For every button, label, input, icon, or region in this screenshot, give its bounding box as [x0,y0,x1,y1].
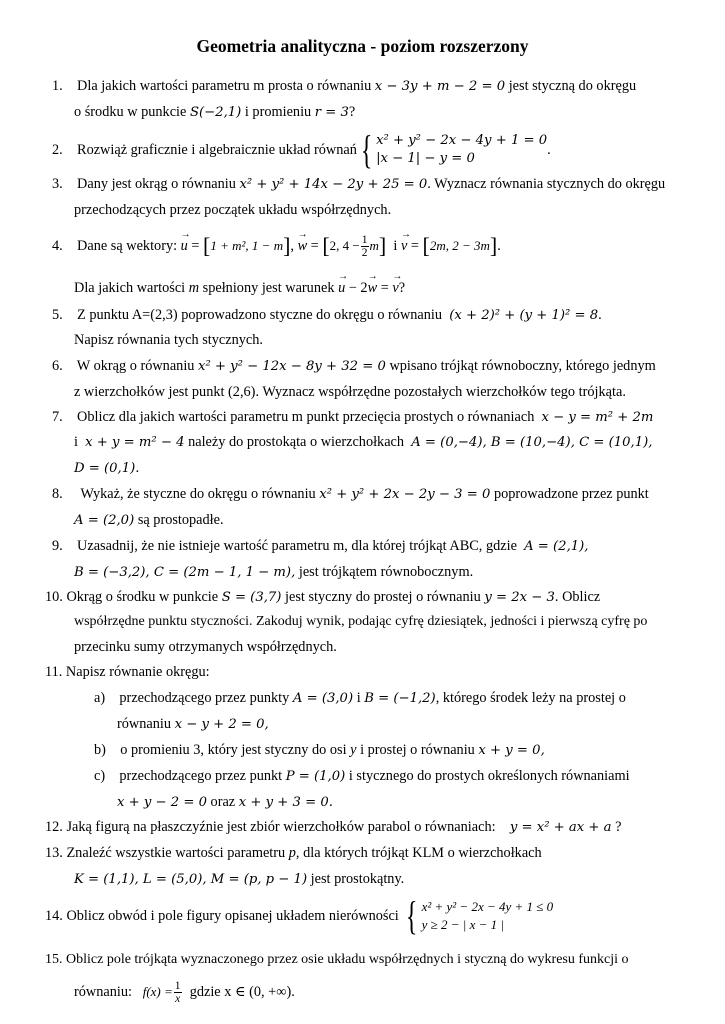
problem-6-equation: x² + y² − 12x − 8y + 32 = 0 [198,359,386,374]
vector-v-value: 2m, 2 − 3m [429,237,490,253]
problem-9-line-2 [74,562,473,583]
problem-2-text: Rozwiąż graficznie i algebraicznie układ równań [77,142,357,158]
problem-11b-axis: y [350,742,357,758]
problem-14-text: Oblicz obwód i pole figury opisanej układem nierówności [66,908,399,924]
problem-10-text-b: jest styczny do prostej o równaniu [285,589,481,605]
problem-3-number: 3. [52,176,63,192]
problem-15-fraction [174,980,182,1005]
problem-11c-text-2: i stycznego do prostych określonych równaniami [348,768,630,784]
problem-4-text-b: Dla jakich wartości [74,280,186,296]
problem-14-number: 14. [45,908,63,924]
problem-11a-point-b: B = (−1,2) [364,691,436,706]
problem-6-line-1 [52,356,656,377]
problem-15-text-a: Oblicz pole trójkąta wyznaczonego przez osie układu współrzędnych i styczną do wykresu funkcji o [66,952,629,967]
problem-11a-label: a) [94,690,106,706]
bracket-left: [ [203,232,211,258]
problem-11-number: 11. [45,664,63,680]
problem-2-number: 2. [52,142,63,158]
problem-8-number: 8. [52,486,63,502]
problem-13-number: 13. [45,845,63,861]
problem-5-text-a: Z punktu A=(2,3) poprowadzono styczne do okręgu o równaniu [77,307,443,323]
problem-11c-label: c) [94,768,106,784]
problem-5-line-1 [52,305,602,326]
vector-w-value-1: 2, 4 − [329,237,360,253]
problem-9-number: 9. [52,538,63,554]
problem-6-text-a: W okrąg o równaniu [76,358,195,374]
fraction-numerator: 1 [174,980,181,992]
problem-11a-text-1: przechodzącego przez punkty [119,690,290,706]
problem-6-text-b: wpisano trójkąt równoboczny, którego jednym [389,358,656,374]
problem-8-line-2 [74,510,224,531]
problem-1-text-b: jest styczną do okręgu [508,78,637,94]
problem-4-question: ? [398,280,406,296]
bracket-right: ] [489,232,498,258]
problem-11b-line [94,740,545,761]
problem-4-line-1: 4. Dane są wektory: → u = [1 + m², 1 − m], → w = [2, 4 − $\frac{1}{2}$ m] i → v = [2m, 2 − 3m]. [52,234,501,259]
problem-1-center: S(−2,1) [189,105,242,120]
problem-10-equation: y = 2x − 3 [484,590,555,605]
problem-1-line-2 [74,102,355,123]
problem-9-line-1 [52,536,589,557]
problem-10-line-3 [74,637,337,657]
problem-15-number: 15. [45,952,63,967]
problem-1-number: 1. [52,78,63,94]
problem-4-text-a: Dane są wektory: [77,237,178,254]
problem-11b-label: b) [94,742,106,758]
condition-vector-w: → w [368,278,378,298]
problem-1-text-d: i promieniu [244,104,312,120]
problem-11c-equation-2: x + y + 3 = 0. [238,795,333,810]
condition-equals: = [377,280,393,296]
problem-15-text-b: równaniu: [74,983,132,1000]
problem-3-text-a: Dany jest okrąg o równaniu [77,176,236,192]
problem-4-end: . [497,237,501,254]
system-brace: { [360,127,373,172]
bracket-left: [ [322,232,330,258]
problem-7-text-a: Oblicz dla jakich wartości parametru m punkt przecięcia prostych o równaniach [77,409,535,425]
bracket-right: ] [378,232,387,258]
problem-4-number: 4. [52,237,63,254]
problem-10-text-d: współrzędne punktu styczności. Zakoduj wynik, podając cyfrę dziesiątek, jedności i pierwszą cyfrę po [74,614,648,629]
problem-11a-equation: x − y + 2 = 0, [174,717,269,732]
problem-10-line-2 [74,612,647,632]
problem-10-center: S = (3,7) [221,590,282,605]
problem-8-text-c: są prostopadłe. [137,512,224,528]
problem-3-line-2 [74,200,391,220]
problem-10-text-c: . Oblicz [554,589,601,605]
system-brace: { [406,893,418,938]
vector-w-value-2: m [369,237,379,253]
problem-10-text-a: Okrąg o środku w punkcie [66,589,219,605]
problem-12-equation: y = x² + ax + a [509,820,612,835]
problem-11b-text-2: i prostej o równaniu [360,742,475,758]
problem-4-line-2 [74,278,405,298]
problem-1-text-e: ? [348,104,356,120]
problem-7-equation-2: x + y = m² − 4 [85,435,185,450]
problem-3-text-c: przechodzących przez początek układu współrzędnych. [74,202,392,218]
problem-3-line-1 [52,174,665,195]
problem-7-line-2 [74,432,652,453]
bracket-right: ] [283,232,291,258]
problem-11c-point: P = (1,0) [285,769,346,784]
problem-10-number: 10. [45,589,63,605]
problem-15-line-1 [45,950,629,970]
problem-12-line [45,817,621,838]
problem-11a-point-a: A = (3,0) [292,691,354,706]
problem-2-end: . [547,142,551,158]
problem-2-line [52,127,551,172]
page-title: Geometria analityczna - poziom rozszerzony [196,36,529,56]
problem-11a-line-2 [117,714,269,735]
problem-2-system [376,132,547,168]
problem-8-equation: x² + y² + 2x − 2y − 3 = 0 [319,487,491,502]
problem-11-text-a: Napisz równanie okręgu: [65,664,210,680]
problem-9-text-b: jest trójkątem równobocznym. [298,564,474,580]
problem-11c-equation-1: x + y − 2 = 0 [117,795,207,810]
problem-3-equation: x² + y² + 14x − 2y + 25 = 0 [239,177,428,192]
problem-11b-text-1: o promieniu 3, który jest styczny do osi [120,742,347,758]
problem-15-line-2 [74,980,295,1005]
condition-vector-u: → u [338,278,345,298]
problem-11c-line-2 [117,792,333,813]
vector-u: → u [181,236,188,256]
problem-14-inequality-2: y ≥ 2 − | x − 1 | [421,917,504,932]
problem-13-line-1 [45,843,542,863]
problem-6-number: 6. [52,358,63,374]
problem-7-text-c: należy do prostokąta o wierzchołkach [188,434,405,450]
problem-13-points: K = (1,1), L = (5,0), M = (p, p − 1) [74,872,308,887]
problem-12-text: Jaką figurą na płaszczyźnie jest zbiór wierzchołków parabol o równaniach: [66,819,496,835]
problem-13-param: p [288,845,296,861]
problem-4-and: i [393,237,398,254]
problem-12-number: 12. [45,819,63,835]
problem-11c-line-1 [94,766,630,787]
problem-5-equation: (x + 2)² + (y + 1)² = 8 [449,308,599,323]
problem-1-text-a: Dla jakich wartości parametru m prosta o równaniu [77,78,372,94]
vector-u-value: 1 + m², 1 − m [210,237,284,253]
problem-7-line-3 [74,458,139,479]
problem-13-text-b: , dla których trójkąt KLM o wierzchołkach [295,845,542,861]
problem-2-equation-2: |x − 1| − y = 0 [376,151,475,166]
problem-5-text-b: Napisz równania tych stycznych. [74,332,263,348]
problem-11b-equation: x + y = 0, [478,743,545,758]
problem-7-equation-1: x − y = m² + 2m [541,410,654,425]
fraction-half [361,234,369,259]
problem-8-line-1 [52,484,649,505]
problem-15-domain: (0, +∞). [249,983,295,1000]
problem-3-text-b: . Wyznacz równania stycznych do okręgu [427,176,666,192]
problem-6-line-2 [74,382,626,402]
problem-7-text-b: i [74,434,78,450]
problem-9-point-a: A = (2,1), [524,539,589,554]
problem-14-line [45,893,554,938]
problem-13-line-2 [74,869,404,890]
fraction-denominator: 2 [361,247,368,259]
problem-12-question: ? [615,819,622,835]
problem-9-text-a: Uzasadnij, że nie istnieje wartość parametru m, dla której trójkąt ABC, gdzie [77,538,517,554]
problem-8-text-a: Wykaż, że styczne do okręgu o równaniu [80,486,316,502]
problem-8-text-b: poprowadzone przez punkt [493,486,649,502]
problem-4-text-b2: spełniony jest warunek [202,280,335,296]
problem-7-points: A = (0,−4), B = (10,−4), C = (10,1), [411,435,653,450]
problem-6-text-c: z wierzchołków jest punkt (2,6). Wyznacz współrzędne pozostałych wierzchołków tego trójkąta. [74,384,626,400]
fraction-denominator: x [175,993,181,1005]
problem-14-inequality-1: x² + y² − 2x − 4y + 1 ≤ 0 [421,899,554,914]
vector-v: → v [401,236,407,256]
problem-5-number: 5. [52,307,63,323]
problem-4-param: m [188,280,200,296]
problem-7-line-1 [52,407,653,428]
fraction-numerator: 1 [361,234,368,246]
problem-1-radius: r = 3 [314,105,349,120]
problem-13-text-a: Znaleźć wszystkie wartości parametru [66,845,286,861]
problem-1-line-1 [52,76,636,97]
problem-11c-and: oraz [210,794,236,810]
problem-10-text-e: przecinku sumy otrzymanych współrzędnych. [74,639,337,655]
problem-15-text-c: gdzie x [189,983,232,1000]
problem-9-points-bc: B = (−3,2), C = (2m − 1, 1 − m), [74,565,296,580]
problem-11a-line-1 [94,688,626,709]
problem-11a-text-2: , którego środek leży na prostej o [435,690,626,706]
problem-5-end: . [598,307,602,323]
problem-11c-text-1: przechodzącego przez punkt [119,768,283,784]
problem-5-line-2 [74,330,263,350]
condition-minus: − 2 [345,280,368,296]
problem-15-function: f(x) = [142,983,173,999]
problem-7-point-d: D = (0,1). [74,461,140,476]
problem-10-line-1 [45,587,600,608]
problem-11a-text-3: równaniu [117,716,171,732]
problem-14-system [422,898,554,934]
bracket-left: [ [422,232,430,258]
problem-2-equation-1: x² + y² − 2x − 4y + 1 = 0 [376,133,548,148]
problem-1-equation: x − 3y + m − 2 = 0 [374,79,506,94]
problem-7-number: 7. [52,409,63,425]
problem-11a-and: i [356,690,361,706]
vector-w: → w [298,236,308,256]
problem-13-text-c: jest prostokątny. [310,871,405,887]
condition-vector-v: → v [392,278,398,298]
problem-11-line-1 [45,662,210,682]
problem-1-text-c: o środku w punkcie [74,104,187,120]
element-of-symbol: ∈ [234,983,246,1000]
problem-8-point: A = (2,0) [74,513,135,528]
